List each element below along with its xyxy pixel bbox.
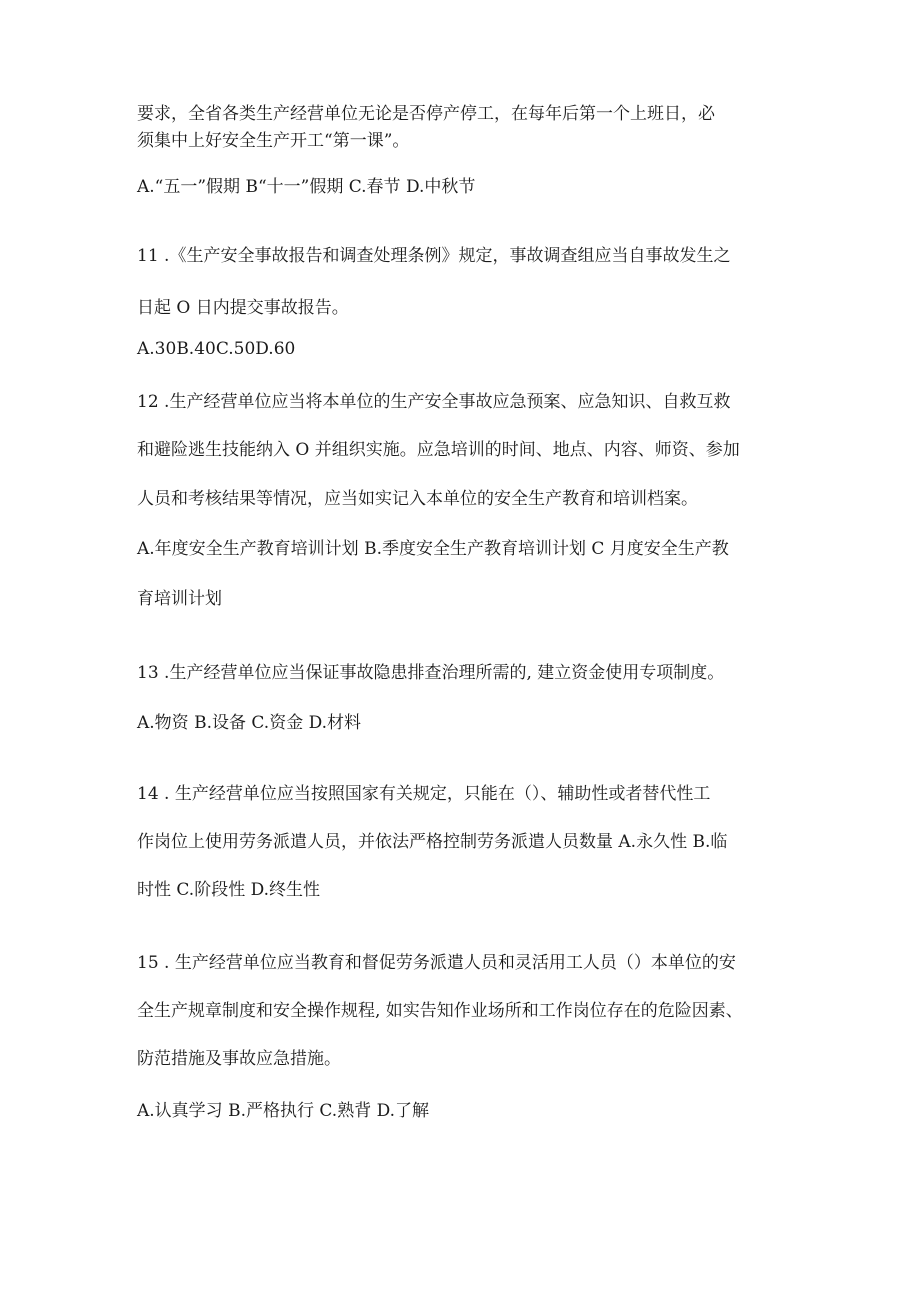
question-line: 14 . 生产经营单位应当按照国家有关规定，只能在（）、辅助性或者替代性工: [137, 784, 711, 804]
text-line: 和避险逃生技能纳入 O 并组织实施。应急培训的时间、地点、内容、师资、参加: [137, 440, 740, 460]
question-line: 12 .生产经营单位应当将本单位的生产安全事故应急预案、应急知识、自救互救: [137, 392, 731, 412]
option-line: A.30B.40C.50D.60: [137, 339, 296, 359]
question-line: 15 . 生产经营单位应当教育和督促劳务派遣人员和灵活用工人员（）本单位的安: [137, 953, 736, 973]
question-line: 13 .生产经营单位应当保证事故隐患排查治理所需的, 建立资金使用专项制度。: [137, 663, 725, 683]
text-line: 作岗位上使用劳务派遣人员，并依法严格控制劳务派遣人员数量 A.永久性 B.临: [137, 832, 728, 852]
option-line: A.年度安全生产教育培训计划 B.季度安全生产教育培训计划 C 月度安全生产教: [137, 539, 729, 559]
option-line: A.认真学习 B.严格执行 C.熟背 D.了解: [137, 1101, 430, 1121]
text-line: 须集中上好安全生产开工“第一课”。: [137, 131, 410, 151]
option-line: A.“五一”假期 B“十一”假期 C.春节 D.中秋节: [137, 177, 476, 197]
text-line: 全生产规章制度和安全操作规程, 如实告知作业场所和工作岗位存在的危险因素、: [137, 1001, 743, 1021]
option-line: 时性 C.阶段性 D.终生性: [137, 880, 321, 900]
question-line: 11 .《生产安全事故报告和调查处理条例》规定，事故调查组应当自事故发生之: [137, 246, 731, 266]
text-line: 日起 O 日内提交事故报告。: [137, 298, 349, 318]
text-line: 人员和考核结果等情况，应当如实记入本单位的安全生产教育和培训档案。: [137, 489, 698, 509]
text-line: 要求，全省各类生产经营单位无论是否停产停工，在每年后第一个上班日，必: [137, 104, 715, 124]
text-line: 防范措施及事故应急措施。: [137, 1049, 341, 1069]
option-line: 育培训计划: [137, 589, 222, 609]
option-line: A.物资 B.设备 C.资金 D.材料: [137, 713, 362, 733]
